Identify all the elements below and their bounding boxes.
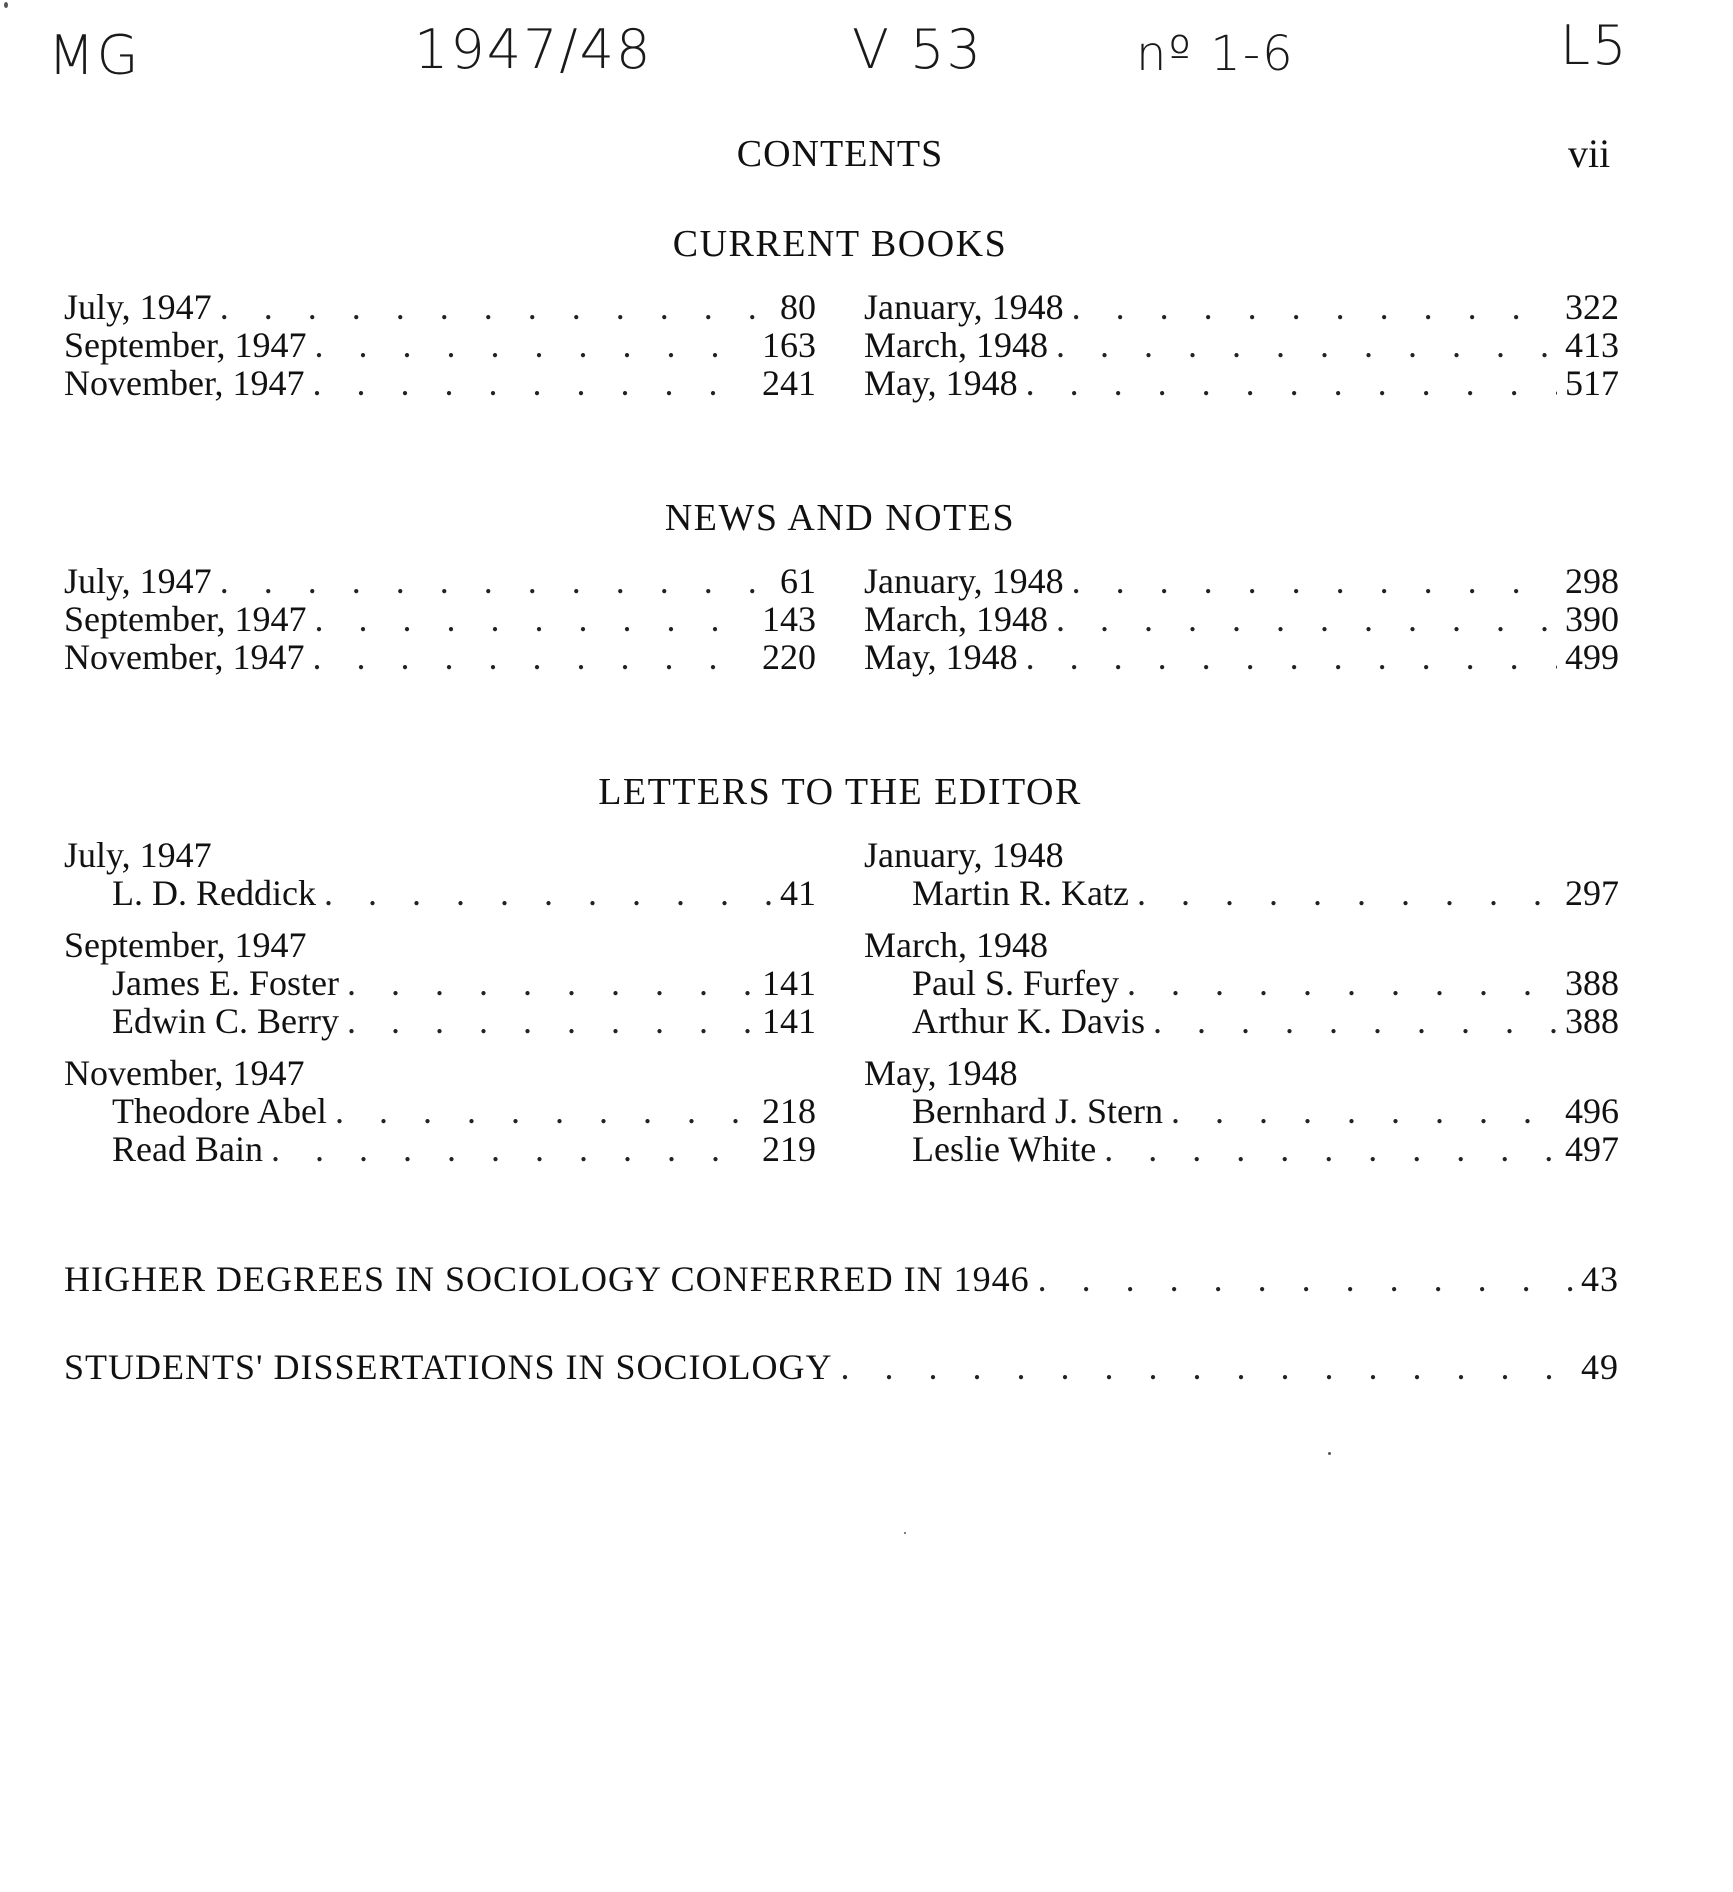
toc-entry-page: 413 xyxy=(1565,325,1619,365)
toc-entry-label: July, 1947 xyxy=(64,561,212,601)
toc-entry-page: 517 xyxy=(1565,363,1619,403)
handwritten-note-numbers: nº 1-6 xyxy=(1136,26,1295,82)
toc-entry xyxy=(64,364,816,402)
letter-author: Leslie White xyxy=(912,1129,1097,1169)
toc-entry-label: May, 1948 xyxy=(864,637,1018,677)
letters-issue-group xyxy=(64,836,816,912)
leader-dots xyxy=(347,1002,754,1040)
toc-entry xyxy=(64,1092,816,1130)
toc-entry xyxy=(864,364,1619,402)
toc-entry-label: March, 1948 xyxy=(864,325,1048,365)
toc-entry xyxy=(64,964,816,1002)
leader-dots xyxy=(1056,600,1557,638)
toc-entry-page: 219 xyxy=(762,1129,816,1169)
letters-issue-group xyxy=(864,926,1619,1040)
toc-entry xyxy=(64,288,816,326)
toc-entry xyxy=(864,1092,1619,1130)
toc-entry-page: 297 xyxy=(1565,873,1619,913)
leader-dots xyxy=(335,1092,754,1130)
handwritten-note-volume: V 53 xyxy=(852,18,983,81)
current-books-right-column xyxy=(864,288,1619,402)
scan-speck xyxy=(4,2,8,8)
toc-entry-page: 298 xyxy=(1565,561,1619,601)
toc-entry-page: 499 xyxy=(1565,637,1619,677)
letter-author: Read Bain xyxy=(112,1129,263,1169)
toc-entry xyxy=(864,964,1619,1002)
toc-entry xyxy=(864,562,1619,600)
dissertations-entry xyxy=(64,1348,1619,1386)
toc-entry xyxy=(64,1260,1619,1298)
toc-entry xyxy=(64,562,816,600)
news-right-column xyxy=(864,562,1619,676)
letters-issue-heading: September, 1947 xyxy=(64,925,307,965)
toc-entry-page: 497 xyxy=(1565,1129,1619,1169)
toc-entry-page: 80 xyxy=(780,287,816,327)
toc-entry xyxy=(64,326,816,364)
toc-entry xyxy=(864,1130,1619,1168)
leader-dots xyxy=(1127,964,1557,1002)
toc-entry xyxy=(864,1002,1619,1040)
toc-entry xyxy=(64,638,816,676)
section-title-current-books: CURRENT BOOKS xyxy=(672,223,1008,265)
letters-issue-heading: November, 1947 xyxy=(64,1053,305,1093)
toc-entry-label: September, 1947 xyxy=(64,325,307,365)
toc-entry xyxy=(864,638,1619,676)
letter-author: Paul S. Furfey xyxy=(912,963,1119,1003)
letters-left-column xyxy=(64,836,816,1182)
leader-dots xyxy=(1072,562,1557,600)
toc-entry-page: 61 xyxy=(780,561,816,601)
toc-entry-label: September, 1947 xyxy=(64,599,307,639)
toc-entry-page: 41 xyxy=(780,873,816,913)
letter-author: Theodore Abel xyxy=(112,1091,327,1131)
current-books-left-column xyxy=(64,288,816,402)
toc-entry-page: 43 xyxy=(1581,1259,1619,1299)
toc-entry-label: May, 1948 xyxy=(864,363,1018,403)
leader-dots xyxy=(315,326,754,364)
leader-dots xyxy=(1153,1002,1557,1040)
leader-dots xyxy=(220,562,772,600)
toc-entry xyxy=(864,288,1619,326)
section-title-letters: LETTERS TO THE EDITOR xyxy=(598,771,1082,813)
leader-dots xyxy=(1056,326,1557,364)
toc-entry-page: 143 xyxy=(762,599,816,639)
letters-issue-heading: March, 1948 xyxy=(864,925,1048,965)
toc-entry-label: January, 1948 xyxy=(864,287,1064,327)
letter-author: James E. Foster xyxy=(112,963,339,1003)
toc-entry-page: 241 xyxy=(762,363,816,403)
page-number: vii xyxy=(1568,131,1611,176)
toc-entry-label: January, 1948 xyxy=(864,561,1064,601)
toc-entry-page: 163 xyxy=(762,325,816,365)
letter-author: Martin R. Katz xyxy=(912,873,1129,913)
letters-issue-heading: January, 1948 xyxy=(864,835,1064,875)
letters-right-column xyxy=(864,836,1619,1182)
toc-entry-label: November, 1947 xyxy=(64,363,305,403)
toc-entry-page: 388 xyxy=(1565,963,1619,1003)
news-left-column xyxy=(64,562,816,676)
toc-entry xyxy=(864,874,1619,912)
handwritten-note-mg: MG xyxy=(48,24,141,87)
letters-issue-group xyxy=(64,926,816,1040)
toc-entry-page: 141 xyxy=(762,1001,816,1041)
toc-entry-page: 388 xyxy=(1565,1001,1619,1041)
toc-entry xyxy=(64,600,816,638)
leader-dots xyxy=(1026,364,1557,402)
toc-entry xyxy=(64,1348,1619,1386)
toc-entry xyxy=(864,326,1619,364)
section-title-news-and-notes: NEWS AND NOTES xyxy=(664,497,1016,539)
leader-dots xyxy=(840,1348,1573,1386)
toc-entry-page: 322 xyxy=(1565,287,1619,327)
leader-dots xyxy=(1137,874,1557,912)
letters-issue-heading: May, 1948 xyxy=(864,1053,1018,1093)
toc-entry-label: November, 1947 xyxy=(64,637,305,677)
leader-dots xyxy=(347,964,754,1002)
leader-dots xyxy=(1038,1260,1573,1298)
toc-entry xyxy=(64,874,816,912)
leader-dots xyxy=(271,1130,754,1168)
leader-dots xyxy=(1072,288,1557,326)
page-title: CONTENTS xyxy=(736,133,944,175)
leader-dots xyxy=(313,364,754,402)
toc-entry-page: 220 xyxy=(762,637,816,677)
toc-entry-page: 390 xyxy=(1565,599,1619,639)
handwritten-note-years: 1947/48 xyxy=(414,18,653,81)
letter-author: Bernhard J. Stern xyxy=(912,1091,1163,1131)
toc-entry xyxy=(64,1130,816,1168)
letter-author: L. D. Reddick xyxy=(112,873,316,913)
toc-entry xyxy=(64,1002,816,1040)
handwritten-note-shelf: L5 xyxy=(1560,14,1629,77)
toc-entry-label: STUDENTS' DISSERTATIONS IN SOCIOLOGY xyxy=(64,1347,833,1387)
toc-entry-page: 141 xyxy=(762,963,816,1003)
toc-entry-label: July, 1947 xyxy=(64,287,212,327)
toc-entry xyxy=(864,600,1619,638)
leader-dots xyxy=(1104,1130,1557,1168)
toc-entry-page: 496 xyxy=(1565,1091,1619,1131)
toc-entry-page: 218 xyxy=(762,1091,816,1131)
leader-dots xyxy=(324,874,772,912)
leader-dots xyxy=(1026,638,1557,676)
letters-issue-group xyxy=(864,1054,1619,1168)
toc-entry-page: 49 xyxy=(1581,1347,1619,1387)
leader-dots xyxy=(1171,1092,1557,1130)
letters-issue-group xyxy=(864,836,1619,912)
leader-dots xyxy=(315,600,754,638)
leader-dots xyxy=(313,638,754,676)
letter-author: Edwin C. Berry xyxy=(112,1001,339,1041)
letters-issue-heading: July, 1947 xyxy=(64,835,212,875)
toc-entry-label: March, 1948 xyxy=(864,599,1048,639)
letter-author: Arthur K. Davis xyxy=(912,1001,1145,1041)
scan-speck xyxy=(904,1532,906,1534)
letters-issue-group xyxy=(64,1054,816,1168)
leader-dots xyxy=(220,288,772,326)
scan-speck xyxy=(1328,1452,1331,1455)
higher-degrees-entry xyxy=(64,1260,1619,1298)
toc-entry-label: HIGHER DEGREES IN SOCIOLOGY CONFERRED IN 1946 xyxy=(64,1259,1030,1299)
